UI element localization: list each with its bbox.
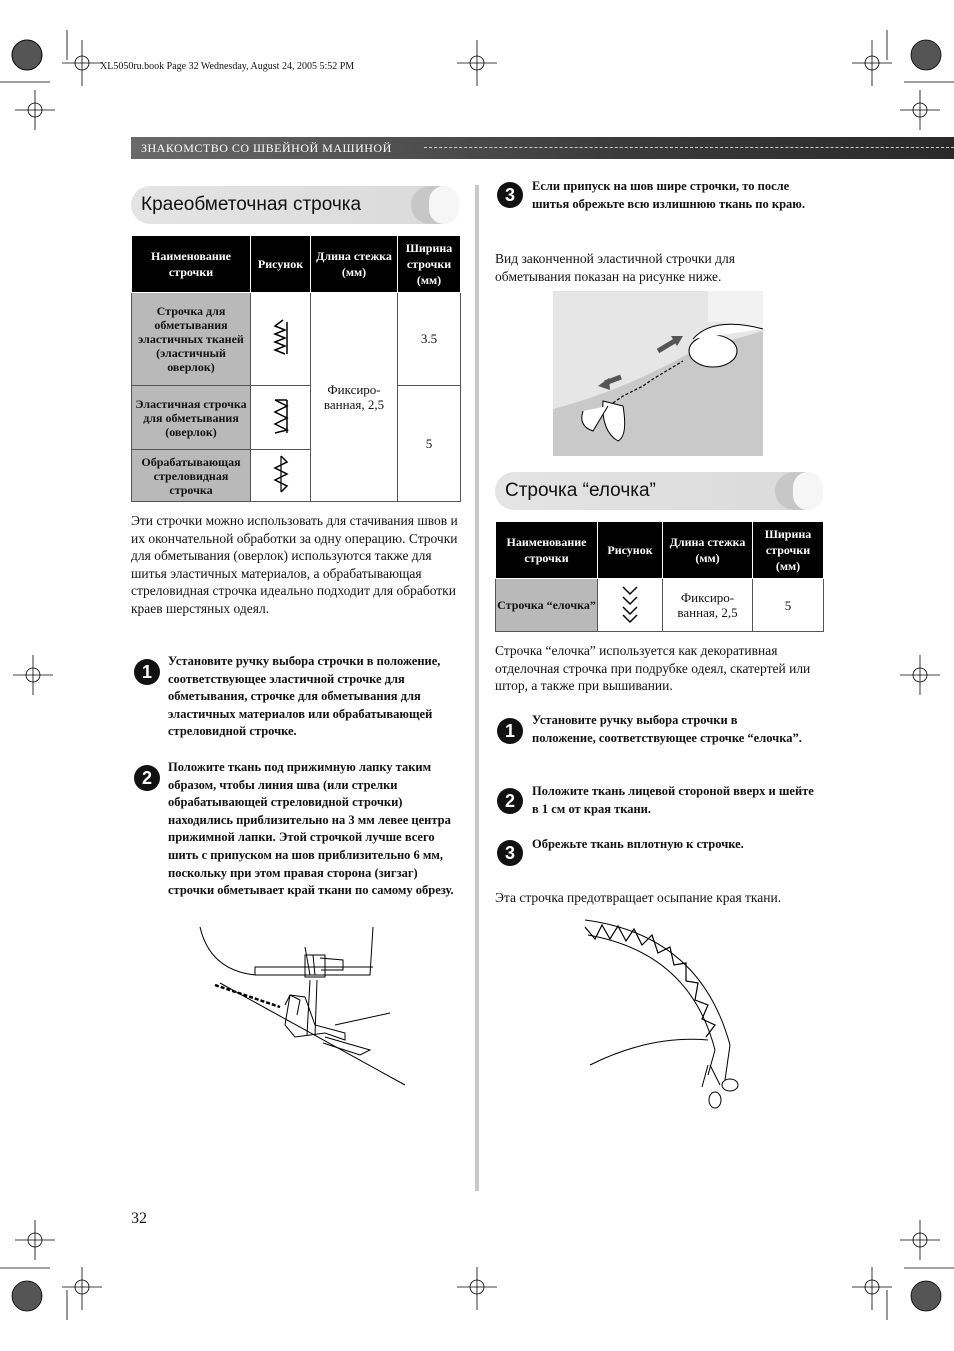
column-divider	[475, 185, 479, 1191]
page-number: 32	[131, 1210, 147, 1227]
running-header	[131, 137, 954, 159]
overlock-stitch-table	[131, 235, 461, 502]
herringbone-step-3-number: 3	[497, 840, 523, 866]
herringbone-step-2-text: Положите ткань лицевой стороной вверх и шейте в 1 см от края ткани.	[532, 784, 814, 816]
file-info: XL5050ru.book Page 32 Wednesday, August 24, 2005 5:52 PM	[100, 61, 355, 72]
section-title-herringbone	[495, 472, 823, 510]
stitch-width-cell: 5	[753, 579, 824, 632]
stitch-length-cell: Фиксиро-ванная, 2,5	[311, 293, 398, 502]
header-dash-line	[424, 147, 954, 148]
stitch-width-cell: 3.5	[398, 293, 461, 386]
finished-overlock-illustration	[553, 291, 763, 456]
th-name: Наименование строчки	[496, 522, 598, 579]
herringbone-intro-text: Строчка “елочка” используется как декоративная отделочная строчка при подрубке одеял, скатертей или штор, а также при вышивании.	[495, 643, 811, 694]
th-length: Длина стежка (мм)	[663, 522, 753, 579]
running-header-text: ЗНАКОМСТВО СО ШВЕЙНОЙ МАШИНОЙ	[141, 141, 392, 155]
th-width: Ширина строчки (мм)	[753, 522, 824, 579]
presser-foot-illustration	[195, 925, 410, 1090]
herringbone-step-2-number: 2	[497, 788, 523, 814]
th-width: Ширина строчки (мм)	[398, 236, 461, 293]
step-2-text: Положите ткань под прижимную лапку таким образом, чтобы линия шва (или стрелки обрабатывающей стреловидной строчки) находились приблизительно на 3 мм левее центра прижимной лапки. Этой строчкой лучше всего шить с припуском на шов приблизительно 6 мм, поскольку при этом правая сторона (зигзаг) строчки обметывает край ткани по самому обрезу.	[168, 760, 454, 898]
overlock-intro-text: Эти строчки можно использовать для стачивания швов и их окончательной обработки за одну операцию. Строчки для обметывания (оверлок) используются также для шитья эластичных материалов, а обрабатывающая стреловидная строчка идеально подходит для обработки краев шерстяных одеял.	[131, 513, 458, 616]
step-1-number: 1	[134, 659, 160, 685]
herringbone-step-1-text: Установите ручку выбора строчки в положение, соответствующее строчке “елочка”.	[532, 713, 802, 745]
section-title-overlock	[131, 186, 459, 224]
stitch-name-cell: Строчка “елочка”	[496, 579, 598, 632]
herringbone-finished-illustration	[580, 915, 750, 1110]
th-length: Длина стежка (мм)	[311, 236, 398, 293]
step-3-text: Если припуск на шов шире строчки, то после шитья обрежьте всю излишнюю ткань по краю.	[532, 179, 805, 211]
stitch-pattern-icon	[251, 293, 311, 386]
th-pattern: Рисунок	[598, 522, 663, 579]
herringbone-outro-text: Эта строчка предотвращает осыпание края ткани.	[495, 890, 782, 905]
step-1-text: Установите ручку выбора строчки в положение, соответствующее эластичной строчке для обметывания, строчке для обметывания для эластичных материалов или обрабатывающей стреловидной строчке.	[168, 654, 441, 739]
th-pattern: Рисунок	[251, 236, 311, 293]
section-title-text: Строчка “елочка”	[505, 480, 656, 501]
herringbone-pattern-icon	[598, 579, 663, 632]
stitch-length-cell: Фиксиро-ванная, 2,5	[663, 579, 753, 632]
stitch-name-cell: Строчка для обметывания эластичных тканей (эластичный оверлок)	[132, 293, 251, 386]
stitch-name-cell: Эластичная строчка для обметывания (оверлок)	[132, 386, 251, 450]
finished-stitch-text: Вид законченной эластичной строчки для обметывания показан на рисунке ниже.	[495, 251, 735, 284]
stitch-pattern-icon	[251, 450, 311, 502]
step-2-number: 2	[134, 765, 160, 791]
herringbone-step-1-number: 1	[497, 718, 523, 744]
stitch-width-cell: 5	[398, 386, 461, 502]
stitch-name-cell: Обрабатывающая стреловидная строчка	[132, 450, 251, 502]
section-title-text: Краеобметочная строчка	[141, 194, 362, 215]
step-3-number: 3	[497, 182, 523, 208]
herringbone-stitch-table	[495, 521, 824, 632]
herringbone-step-3-text: Обрежьте ткань вплотную к строчке.	[532, 837, 744, 851]
stitch-pattern-icon	[251, 386, 311, 450]
th-name: Наименование строчки	[132, 236, 251, 293]
